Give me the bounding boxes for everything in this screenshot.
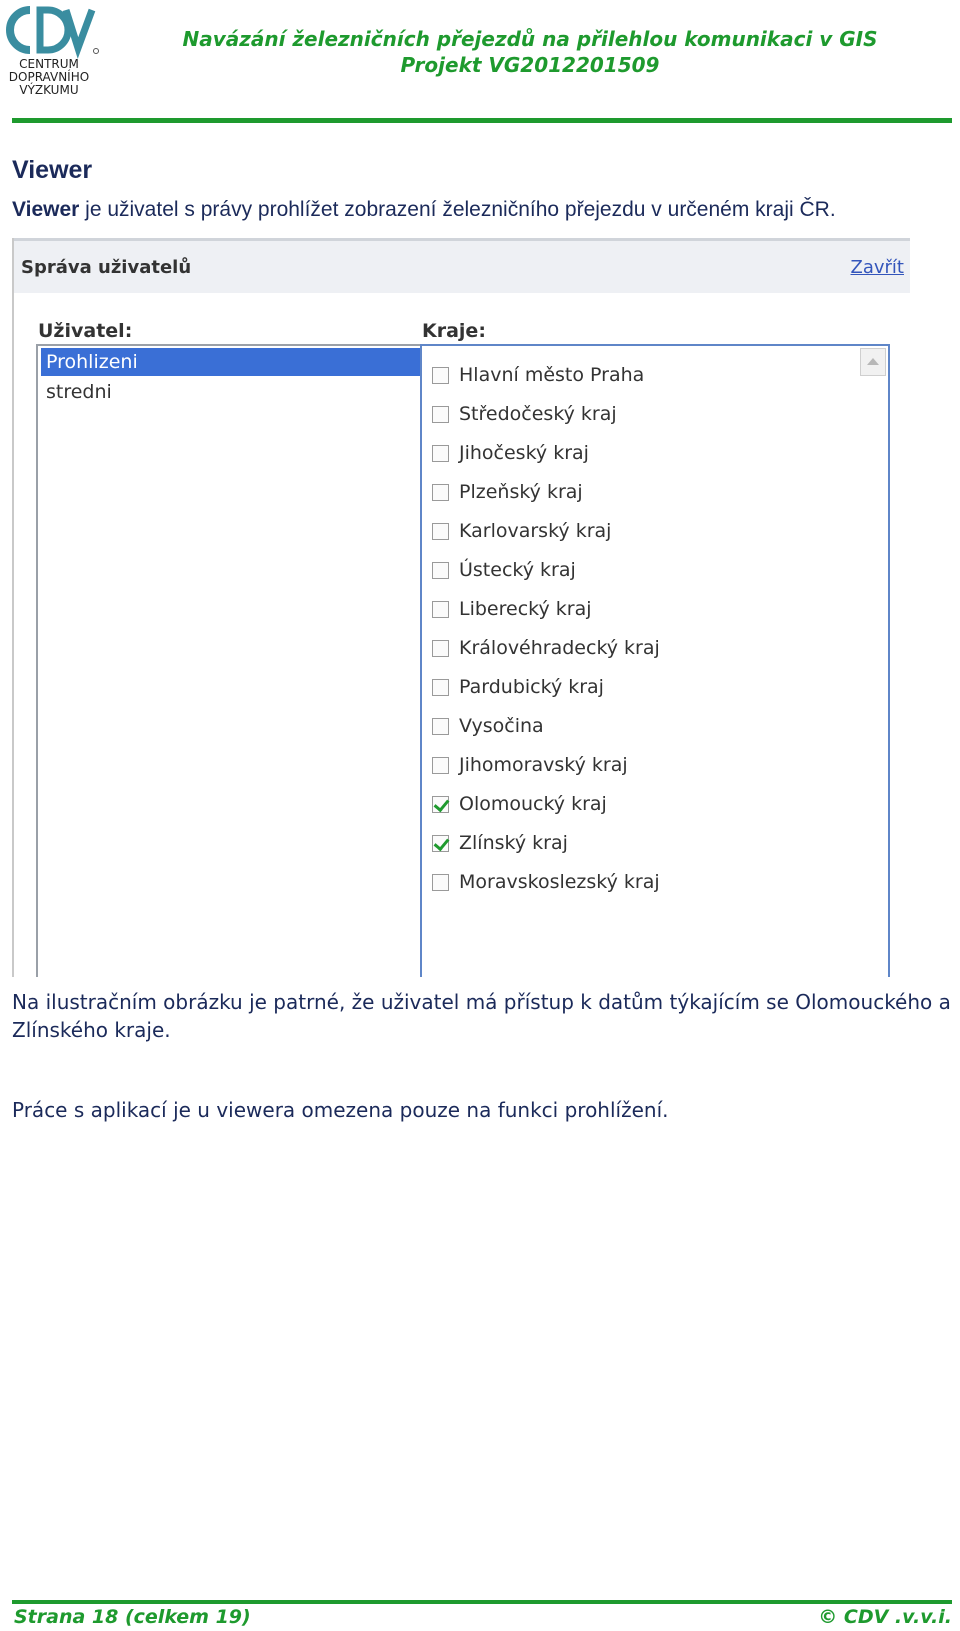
users-label: Uživatel: bbox=[38, 320, 133, 342]
regions-label: Kraje: bbox=[422, 320, 486, 342]
logo-caption bbox=[0, 58, 98, 97]
region-option[interactable] bbox=[432, 672, 604, 702]
region-list bbox=[420, 344, 890, 977]
region-option[interactable] bbox=[432, 750, 628, 780]
region-option[interactable] bbox=[432, 633, 660, 663]
region-label: Královéhradecký kraj bbox=[459, 637, 660, 659]
region-label: Pardubický kraj bbox=[459, 676, 604, 698]
region-checkbox[interactable] bbox=[432, 679, 449, 696]
region-label: Plzeňský kraj bbox=[459, 481, 583, 503]
region-checkbox[interactable] bbox=[432, 601, 449, 618]
logo-line: DOPRAVNÍHO bbox=[8, 70, 90, 84]
logo-line: CENTRUM bbox=[19, 57, 79, 71]
region-checkbox[interactable] bbox=[432, 562, 449, 579]
region-checkbox[interactable] bbox=[432, 718, 449, 735]
intro-paragraph bbox=[12, 198, 836, 222]
region-label: Moravskoslezský kraj bbox=[459, 871, 660, 893]
region-checkbox[interactable] bbox=[432, 445, 449, 462]
region-option[interactable] bbox=[432, 399, 617, 429]
intro-text: je uživatel s právy prohlížet zobrazení železničního přejezdu v určeném kraji ČR. bbox=[79, 198, 836, 221]
intro-term: Viewer bbox=[12, 198, 80, 221]
region-option[interactable] bbox=[432, 477, 583, 507]
region-label: Karlovarský kraj bbox=[459, 520, 612, 542]
region-checkbox[interactable] bbox=[432, 796, 449, 813]
header-divider bbox=[12, 118, 952, 123]
scroll-up-button[interactable] bbox=[860, 348, 886, 376]
usage-paragraph: Práce s aplikací je u viewera omezena pouze na funkci prohlížení. bbox=[12, 1098, 669, 1122]
region-option[interactable] bbox=[432, 555, 576, 585]
region-label: Hlavní město Praha bbox=[459, 364, 645, 386]
user-item[interactable]: stredni bbox=[46, 381, 112, 403]
region-checkbox[interactable] bbox=[432, 640, 449, 657]
footer-divider bbox=[12, 1600, 952, 1604]
close-link[interactable]: Zavřít bbox=[850, 257, 904, 278]
region-label: Olomoucký kraj bbox=[459, 793, 607, 815]
cdv-logo-mark bbox=[0, 4, 100, 60]
region-checkbox[interactable] bbox=[432, 406, 449, 423]
region-checkbox[interactable] bbox=[432, 874, 449, 891]
region-option[interactable] bbox=[432, 594, 592, 624]
user-item[interactable]: Prohlizeni bbox=[41, 348, 421, 376]
region-label: Ústecký kraj bbox=[459, 559, 576, 581]
region-checkbox[interactable] bbox=[432, 367, 449, 384]
region-option[interactable] bbox=[432, 360, 644, 390]
region-option[interactable] bbox=[432, 438, 589, 468]
region-option[interactable] bbox=[432, 789, 607, 819]
project-id: Projekt VG2012201509 bbox=[400, 53, 660, 77]
region-option[interactable] bbox=[432, 867, 660, 897]
section-heading: Viewer bbox=[12, 156, 93, 184]
copyright: © CDV .v.v.i. bbox=[818, 1606, 952, 1628]
region-label: Vysočina bbox=[459, 715, 544, 737]
region-checkbox[interactable] bbox=[432, 835, 449, 852]
region-label: Jihomoravský kraj bbox=[459, 754, 628, 776]
user-list[interactable] bbox=[36, 344, 426, 977]
region-label: Liberecký kraj bbox=[459, 598, 592, 620]
region-label: Jihočeský kraj bbox=[459, 442, 589, 464]
cdv-logo bbox=[0, 4, 100, 102]
region-option[interactable] bbox=[432, 516, 611, 546]
panel-header bbox=[14, 238, 910, 293]
region-option[interactable] bbox=[432, 828, 568, 858]
page-number: Strana 18 (celkem 19) bbox=[14, 1606, 251, 1628]
region-checkbox[interactable] bbox=[432, 757, 449, 774]
region-option[interactable] bbox=[432, 711, 544, 741]
region-checkbox[interactable] bbox=[432, 523, 449, 540]
logo-line: VÝZKUMU bbox=[19, 83, 79, 97]
explanation-paragraph: Na ilustračním obrázku je patrné, že uživatel má přístup k datům týkajícím se Olomouckého a Zlínského kraje. bbox=[12, 990, 951, 1042]
region-checkbox[interactable] bbox=[432, 484, 449, 501]
document-title: Navázání železničních přejezdů na přilehlou komunikaci v GIS bbox=[182, 27, 878, 51]
panel-title: Správa uživatelů bbox=[21, 257, 192, 278]
region-label: Zlínský kraj bbox=[459, 832, 568, 854]
user-management-screenshot bbox=[12, 238, 910, 977]
region-label: Středočeský kraj bbox=[459, 403, 617, 425]
